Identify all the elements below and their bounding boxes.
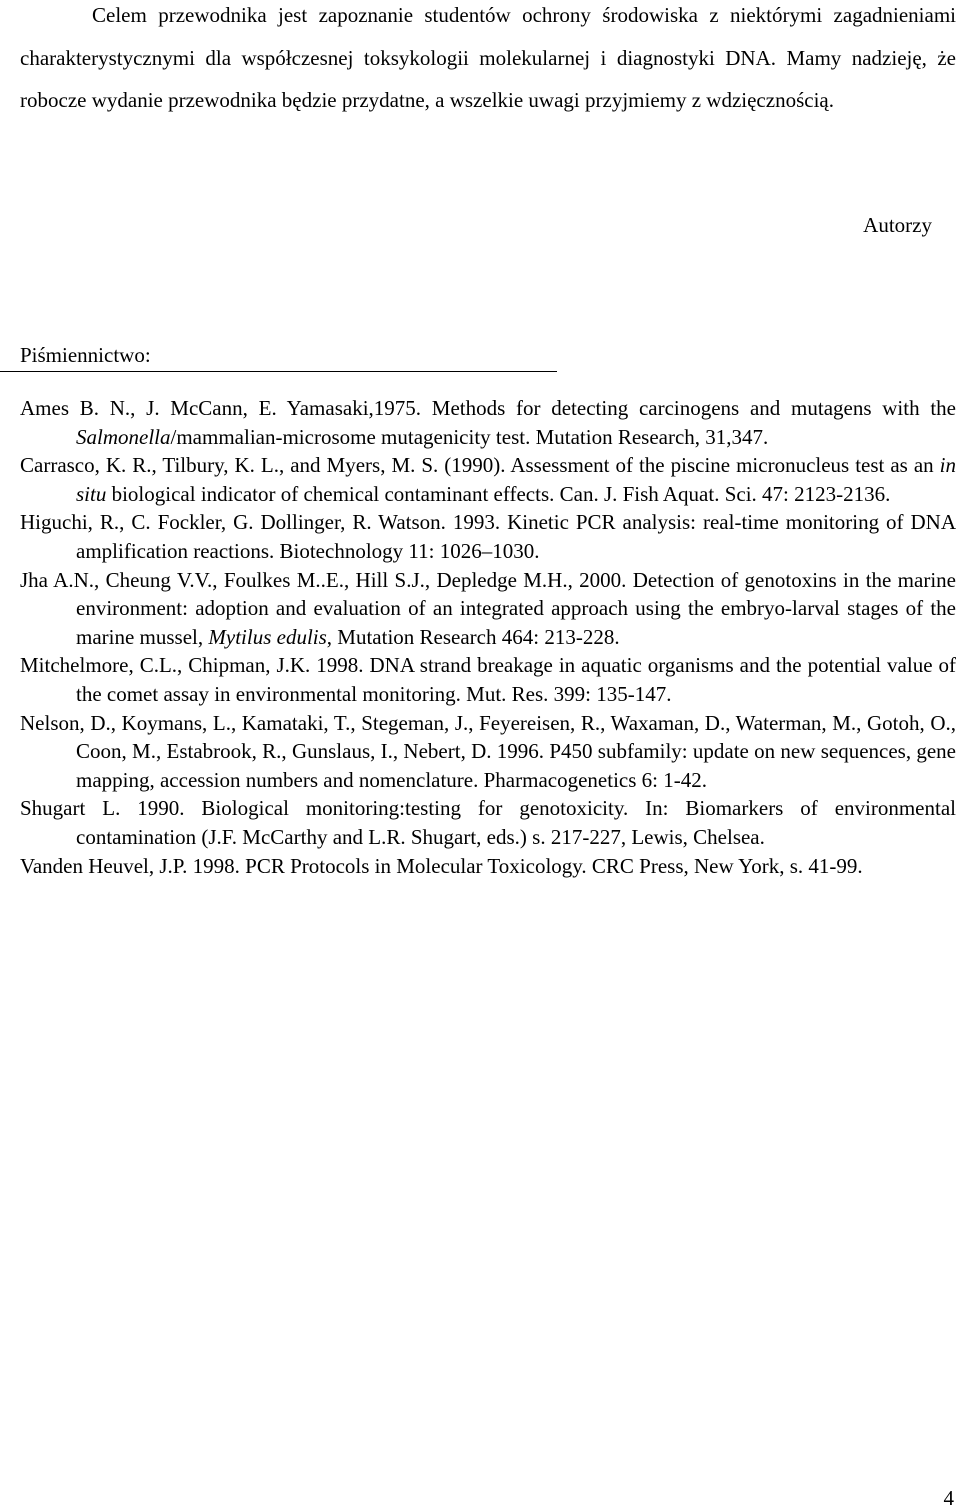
reference-item [20,651,956,708]
reference-italic: Salmonella [76,424,171,449]
page-number: 4 [943,1486,954,1510]
reference-text: /mammalian-microsome mutagenicity test. Mutation Research, 31,347. [170,424,769,449]
reference-item [20,709,956,795]
heading-underline [0,371,557,372]
reference-text: Vanden Heuvel, J.P. 1998. PCR Protocols in Molecular Toxicology. CRC Press, New York, s. 41-99. [20,853,863,878]
reference-text: Ames B. N., J. McCann, E. Yamasaki,1975. Methods for detecting carcinogens and mutagens with the [20,396,956,420]
reference-item [20,852,956,881]
reference-text: Mitchelmore, C.L., Chipman, J.K. 1998. DNA strand breakage in aquatic organisms and the potential value of the comet assay in environmental monitoring. Mut. Res. 399: 135-147. [20,653,956,706]
reference-italic: in situ [76,453,956,506]
reference-item [20,566,956,652]
intro-paragraph: Celem przewodnika jest zapoznanie studentów ochrony środowiska z niektórymi zagadnieniami charakterystycznymi dla współczesnej toksykologii molekularnej i diagnostyki DNA. Mamy nadzieję, że robocze wydanie przewodnika będzie przydatne, a wszelkie uwagi przyjmiemy z wdzięcznością. [20,3,956,112]
reference-item [20,508,956,565]
bibliography-heading: Piśmiennictwo: [20,343,151,367]
authors-signature: Autorzy [863,213,932,237]
reference-italic: Mytilus edulis [208,624,327,649]
reference-item [20,794,956,851]
reference-text: Shugart L. 1990. Biological monitoring:testing for genotoxicity. In: Biomarkers of environmental contamination (J.F. McCarthy and L.R. Shugart, eds.) s. 217-227, Lewis, Chelsea. [20,796,956,849]
reference-text: biological indicator of chemical contaminant effects. Can. J. Fish Aquat. Sci. 47: 2123-2136. [106,481,891,506]
reference-text: Nelson, D., Koymans, L., Kamataki, T., Stegeman, J., Feyereisen, R., Waxaman, D., Waterman, M., Gotoh, O., Coon, M., Estabrook, R., Gunslaus, I., Nebert, D. 1996. P450 subfamily: update on new sequences, gene mapping, accession numbers and nomenclature. Pharmacogenetics 6: 1-42. [20,710,956,792]
reference-text: Higuchi, R., C. Fockler, G. Dollinger, R. Watson. 1993. Kinetic PCR analysis: real-time monitoring of DNA amplification reactions. Biotechnology 11: 1026–1030. [20,510,956,563]
reference-text: Jha A.N., Cheung V.V., Foulkes M..E., Hill S.J., Depledge M.H., 2000. Detection of genotoxins in the marine environment: adoption and evaluation of an integrated approach using the embryo-larval stages of the marine mussel, [20,567,956,649]
reference-text: Carrasco, K. R., Tilbury, K. L., and Myers, M. S. (1990). Assessment of the piscine micronucleus test as an [20,453,940,478]
reference-item [20,394,956,451]
reference-item [20,451,956,508]
reference-text: , Mutation Research 464: 213-228. [326,624,620,649]
reference-list [20,394,956,880]
